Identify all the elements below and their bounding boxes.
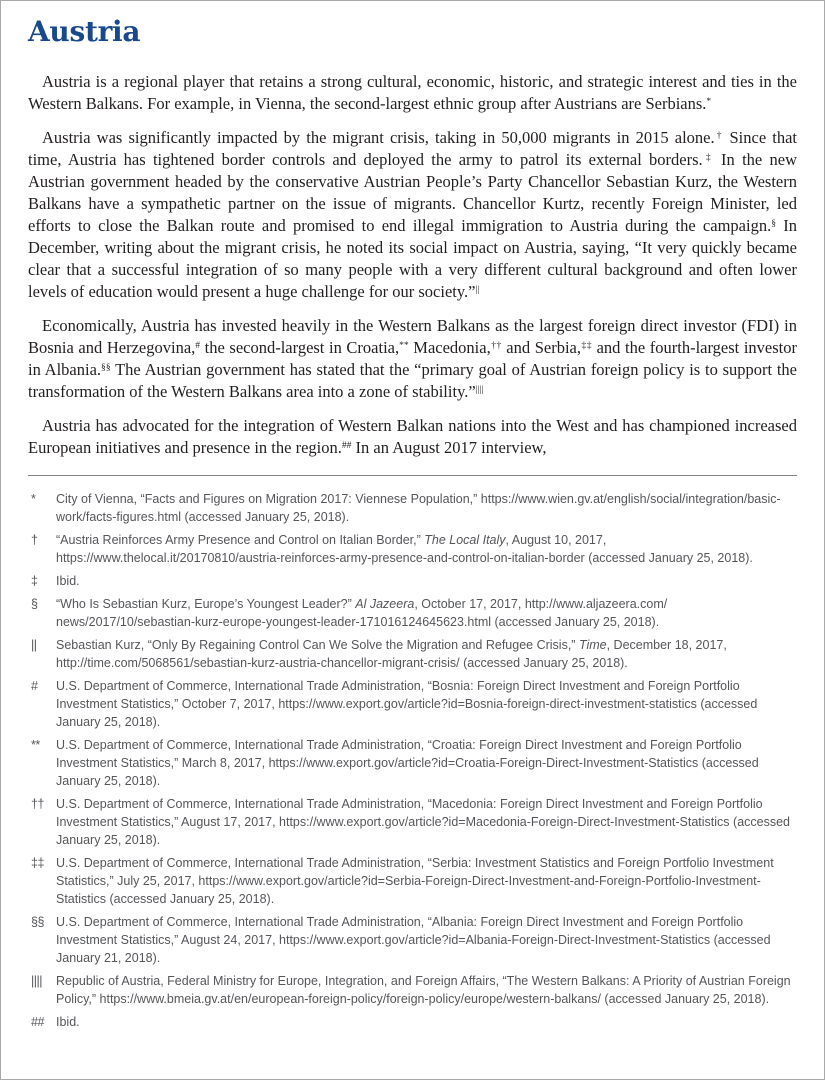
text-segment: and Serbia, <box>501 338 581 357</box>
text-segment: City of Vienna, “Facts and Figures on Migration 2017: Viennese Population,” https://www.wien.gv.at/english/social/integration/basic-work/facts-figures.html (accessed January 25, 2018). <box>56 492 781 524</box>
footnote-ref: † <box>714 129 724 141</box>
footnote-marker: ** <box>31 738 40 752</box>
text-segment: U.S. Department of Commerce, International Trade Administration, “Albania: Foreign Direct Investment and Foreign Portfolio Investment Statistics,” August 24, 2017, https://www.export.gov/article?id=Albania-Foreign-Direct-Investment-Statistics (accessed January 21, 2018). <box>56 915 771 965</box>
footnote-text <box>56 795 797 849</box>
footnote-text <box>56 531 797 567</box>
text-segment: , December 18, 2017, http://time.com/5068561/sebastian-kurz-austria-chancellor-migrant-crisis/ (accessed January 25, 2018). <box>56 638 727 670</box>
text-segment: “Austria Reinforces Army Presence and Control on Italian Border,” <box>56 533 425 547</box>
footnote-text <box>56 636 797 672</box>
text-segment: U.S. Department of Commerce, International Trade Administration, “Bosnia: Foreign Direct Investment and Foreign Portfolio Investment Statistics,” October 7, 2017, https://www.export.gov/article?id=Bosnia-foreign-direct-investment-statistics (accessed January 25, 2018). <box>56 679 758 729</box>
footnote-marker: ## <box>31 1015 44 1029</box>
footnote-row <box>31 595 797 631</box>
text-segment: Austria was significantly impacted by the migrant crisis, taking in 50,000 migrants in 2015 alone. <box>42 128 715 147</box>
footnote-text <box>56 490 797 526</box>
footnote-row <box>31 531 797 567</box>
paragraph <box>28 71 797 115</box>
footnote-row <box>31 1013 797 1031</box>
footnote-ref: ‡ <box>702 151 714 163</box>
footnote-ref: †† <box>490 339 502 351</box>
text-segment: Economically, Austria has invested heavily in the Western Balkans as the largest foreign direct investor (FDI) in Bosnia and Herzegovina, <box>28 316 797 357</box>
italic-text-segment: Time <box>578 638 607 652</box>
footnote-row <box>31 972 797 1008</box>
footnote-row <box>31 854 797 908</box>
footnote-row <box>31 572 797 590</box>
text-segment: In an August 2017 interview, <box>351 438 547 457</box>
footnote-marker: §§ <box>31 915 44 929</box>
text-segment: U.S. Department of Commerce, International Trade Administration, “Serbia: Investment Statistics and Foreign Portfolio Investment Statistics,” July 25, 2017, https://www.export.gov/article?id=Serbia-Foreign-Direct-Investment-and-Foreign-Portfolio-Investment-Statistics (accessed January 25, 2018). <box>56 856 774 906</box>
footnotes-section <box>28 490 797 1031</box>
footnote-marker: ‡‡ <box>31 856 44 870</box>
footnote-ref: ‡‡ <box>581 339 592 351</box>
text-segment: In December, writing about the migrant crisis, he noted its social impact on Austria, saying, “It very quickly became clear that a successful integration of so many people with a very different cultural background and often lower levels of education would present a huge challenge for our society.” <box>28 216 797 301</box>
footnote-ref: §§ <box>101 361 111 373</box>
footnote-divider <box>28 475 797 476</box>
text-segment: , August 10, 2017, https://www.thelocal.it/20170810/austria-reinforces-army-presence-and-control-on-italian-border (accessed January 25, 2018). <box>56 533 753 565</box>
text-segment: Austria has advocated for the integration of Western Balkan nations into the West and has championed increased European initiatives and presence in the region. <box>28 416 797 457</box>
footnote-row <box>31 677 797 731</box>
footnote-text <box>56 572 797 590</box>
footnote-row <box>31 636 797 672</box>
text-segment: the second-largest in Croatia, <box>200 338 400 357</box>
footnote-text <box>56 854 797 908</box>
footnote-ref: |||| <box>475 383 484 395</box>
footnote-row <box>31 736 797 790</box>
italic-text-segment: The Local Italy <box>424 533 506 547</box>
text-segment: and the fourth-largest investor in Albania. <box>28 338 798 379</box>
text-segment: , October 17, 2017, http://www.aljazeera.com/ news/2017/10/sebastian-kurz-europe-youngest-leader-171016124645623.html (accessed January 25, 2018). <box>56 597 668 629</box>
text-segment: U.S. Department of Commerce, International Trade Administration, “Macedonia: Foreign Direct Investment and Foreign Portfolio Investment Statistics,” August 17, 2017, https://www.export.gov/article?id=Macedonia-Foreign-Direct-Investment-Statistics (accessed January 25, 2018). <box>56 797 791 847</box>
text-segment: The Austrian government has stated that the “primary goal of Austrian foreign policy is to support the transformation of the Western Balkans area into a zone of stability.” <box>28 360 798 401</box>
footnote-ref: ** <box>399 339 409 351</box>
footnote-ref: § <box>771 217 776 229</box>
text-segment: “Who Is Sebastian Kurz, Europe’s Youngest Leader?” <box>56 597 356 611</box>
footnote-marker: || <box>31 638 37 652</box>
footnote-marker: |||| <box>31 974 42 988</box>
footnote-row <box>31 795 797 849</box>
text-segment: Austria is a regional player that retains a strong cultural, economic, historic, and strategic interest and ties in the Western Balkans. For example, in Vienna, the second-largest ethnic group after Austrians are Serbians. <box>28 72 797 113</box>
footnote-marker: † <box>31 533 38 547</box>
footnote-marker: * <box>31 492 36 506</box>
page-title: Austria <box>28 15 141 48</box>
paragraph <box>28 415 797 459</box>
text-segment: Macedonia, <box>408 338 491 357</box>
italic-text-segment: Al Jazeera <box>355 597 415 611</box>
footnote-marker: ‡ <box>31 574 38 588</box>
paragraph <box>28 315 797 403</box>
text-segment: Ibid. <box>56 1015 80 1029</box>
footnote-marker: # <box>31 679 38 693</box>
footnote-text <box>56 595 797 631</box>
text-segment: Ibid. <box>56 574 80 588</box>
footnote-ref: ## <box>341 439 352 451</box>
text-segment: In the new Austrian government headed by the conservative Austrian People’s Party Chancellor Sebastian Kurz, the Western Balkans have a sympathetic partner on the issue of migrants. Chancellor Kurtz, recently Foreign Minister, led efforts to close the Balkan route and promised to end illegal immigration to Austria during the campaign. <box>28 150 797 235</box>
paragraph <box>28 127 797 303</box>
text-segment: U.S. Department of Commerce, International Trade Administration, “Croatia: Foreign Direct Investment and Foreign Portfolio Investment Statistics,” March 8, 2017, https://www.export.gov/article?id=Croatia-Foreign-Direct-Investment-Statistics (accessed January 25, 2018). <box>56 738 759 788</box>
footnote-text <box>56 913 797 967</box>
footnote-ref: * <box>706 95 712 107</box>
footnote-marker: § <box>31 597 38 611</box>
body-copy <box>28 71 797 459</box>
footnote-row <box>31 913 797 967</box>
footnote-text <box>56 677 797 731</box>
footnote-text <box>56 736 797 790</box>
footnote-text <box>56 972 797 1008</box>
footnote-marker: †† <box>31 797 44 811</box>
text-segment: Republic of Austria, Federal Ministry for Europe, Integration, and Foreign Affairs, “The Western Balkans: A Priority of Austrian Foreign Policy,” https://www.bmeia.gv.at/en/european-foreign-policy/foreign-policy/europe/western-balkans/ (accessed January 25, 2018). <box>56 974 791 1006</box>
text-segment: Sebastian Kurz, “Only By Regaining Control Can We Solve the Migration and Refugee Crisis,” <box>56 638 579 652</box>
footnote-text <box>56 1013 797 1031</box>
footnote-ref: # <box>195 339 201 351</box>
footnote-row <box>31 490 797 526</box>
footnote-ref: || <box>475 283 480 295</box>
text-segment: Since that time, Austria has tightened border controls and deployed the army to patrol its external borders. <box>28 128 798 169</box>
